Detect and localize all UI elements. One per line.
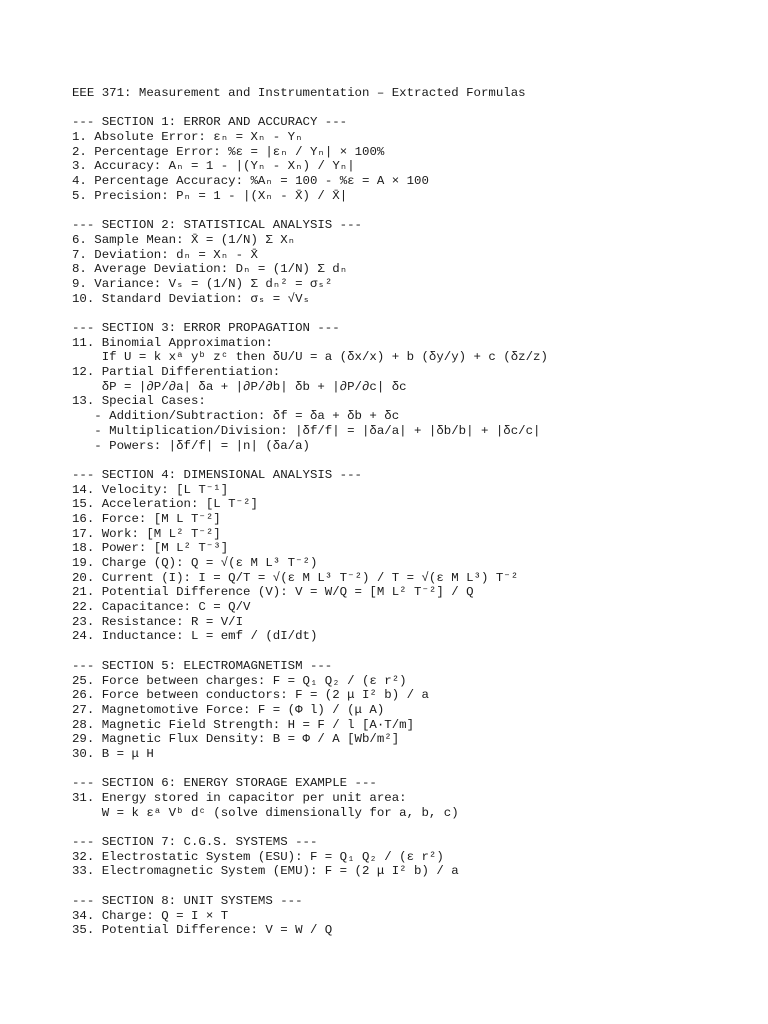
formula-line: W = k εᵃ Vᵇ dᶜ (solve dimensionally for a, b, c) (72, 805, 459, 820)
formula-line: 8. Average Deviation: Dₙ = (1/N) Σ dₙ (72, 262, 348, 277)
spacer (72, 644, 752, 659)
formula-line: - Multiplication/Division: |δf/f| = |δa/a| + |δb/b| + |δc/c| (72, 423, 541, 438)
spacer (72, 306, 752, 321)
section-heading: --- SECTION 3: ERROR PROPAGATION --- (72, 321, 340, 335)
section-5 (72, 659, 752, 762)
formula-line: 14. Velocity: [L T⁻¹] (72, 482, 229, 497)
section-1 (72, 115, 752, 203)
formula-line: 25. Force between charges: F = Q₁ Q₂ / (ε r²) (72, 673, 407, 688)
formula-line: 10. Standard Deviation: σₛ = √Vₛ (72, 291, 310, 306)
formula-line: 7. Deviation: dₙ = Xₙ - X̄ (72, 247, 258, 262)
formula-line: 3. Accuracy: Aₙ = 1 - |(Yₙ - Xₙ) / Yₙ| (72, 159, 355, 174)
formula-line: 22. Capacitance: C = Q/V (72, 600, 251, 615)
formula-line: 16. Force: [M L T⁻²] (72, 511, 221, 526)
spacer (72, 820, 752, 835)
formula-line: 20. Current (I): I = Q/T = √(ε M L³ T⁻²) / T = √(ε M L³) T⁻² (72, 570, 519, 585)
formula-line: 23. Resistance: R = V/I (72, 614, 244, 629)
formula-line: 21. Potential Difference (V): V = W/Q = [M L² T⁻²] / Q (72, 585, 474, 600)
formula-line: 34. Charge: Q = I × T (72, 908, 229, 923)
section-4 (72, 468, 752, 644)
section-heading: --- SECTION 5: ELECTROMAGNETISM --- (72, 658, 333, 673)
formula-line: 5. Precision: Pₙ = 1 - |(Xₙ - X̄) / X̄| (72, 188, 348, 203)
section-6 (72, 776, 752, 820)
document-title: EEE 371: Measurement and Instrumentation – Extracted Formulas (72, 86, 526, 100)
formula-line: 15. Acceleration: [L T⁻²] (72, 497, 258, 512)
formula-line: 27. Magnetomotive Force: F = (Φ l) / (μ A) (72, 702, 385, 717)
document-page (72, 86, 752, 938)
formula-line: 33. Electromagnetic System (EMU): F = (2 μ I² b) / a (72, 864, 459, 879)
spacer (72, 762, 752, 777)
section-heading: --- SECTION 7: C.G.S. SYSTEMS --- (72, 835, 318, 850)
formula-line: 32. Electrostatic System (ESU): F = Q₁ Q₂ / (ε r²) (72, 849, 444, 864)
formula-line: 11. Binomial Approximation: (72, 335, 273, 350)
formula-line: 2. Percentage Error: %ε = |εₙ / Yₙ| × 100% (72, 144, 385, 159)
section-heading: --- SECTION 8: UNIT SYSTEMS --- (72, 893, 303, 908)
formula-line: 24. Inductance: L = emf / (dI/dt) (72, 629, 318, 644)
formula-line: δP = |∂P/∂a| δa + |∂P/∂b| δb + |∂P/∂c| δc (72, 379, 407, 394)
formula-line: 13. Special Cases: (72, 394, 206, 409)
formula-line: 1. Absolute Error: εₙ = Xₙ - Yₙ (72, 130, 303, 145)
formula-line: 9. Variance: Vₛ = (1/N) Σ dₙ² = σₛ² (72, 276, 333, 291)
formula-line: 12. Partial Differentiation: (72, 365, 281, 380)
formula-line: 26. Force between conductors: F = (2 μ I² b) / a (72, 688, 429, 703)
section-3 (72, 321, 752, 453)
spacer (72, 453, 752, 468)
formula-line: 4. Percentage Accuracy: %Aₙ = 100 - %ε = A × 100 (72, 174, 429, 189)
section-heading: --- SECTION 4: DIMENSIONAL ANALYSIS --- (72, 467, 362, 482)
spacer (72, 879, 752, 894)
formula-line: 18. Power: [M L² T⁻³] (72, 541, 229, 556)
section-heading: --- SECTION 6: ENERGY STORAGE EXAMPLE --- (72, 776, 377, 791)
formula-line: 30. B = μ H (72, 746, 154, 761)
formula-line: If U = k xᵃ yᵇ zᶜ then δU/U = a (δx/x) + b (δy/y) + c (δz/z) (72, 350, 548, 365)
formula-line: 31. Energy stored in capacitor per unit area: (72, 791, 407, 805)
formula-line: 35. Potential Difference: V = W / Q (72, 923, 333, 938)
formula-line: - Addition/Subtraction: δf = δa + δb + δc (72, 409, 400, 424)
formula-line: 6. Sample Mean: X̄ = (1/N) Σ Xₙ (72, 232, 296, 247)
formula-line: 17. Work: [M L² T⁻²] (72, 526, 221, 541)
section-2 (72, 218, 752, 306)
formula-line: - Powers: |δf/f| = |n| (δa/a) (72, 438, 310, 453)
formula-line: 28. Magnetic Field Strength: H = F / l [A·T/m] (72, 717, 415, 732)
section-7 (72, 835, 752, 879)
formula-line: 19. Charge (Q): Q = √(ε M L³ T⁻²) (72, 556, 318, 570)
formula-line: 29. Magnetic Flux Density: B = Φ / A [Wb/m²] (72, 732, 400, 747)
section-heading: --- SECTION 1: ERROR AND ACCURACY --- (72, 115, 348, 130)
section-heading: --- SECTION 2: STATISTICAL ANALYSIS --- (72, 218, 362, 233)
spacer (72, 101, 752, 116)
section-8 (72, 894, 752, 938)
spacer (72, 204, 752, 219)
